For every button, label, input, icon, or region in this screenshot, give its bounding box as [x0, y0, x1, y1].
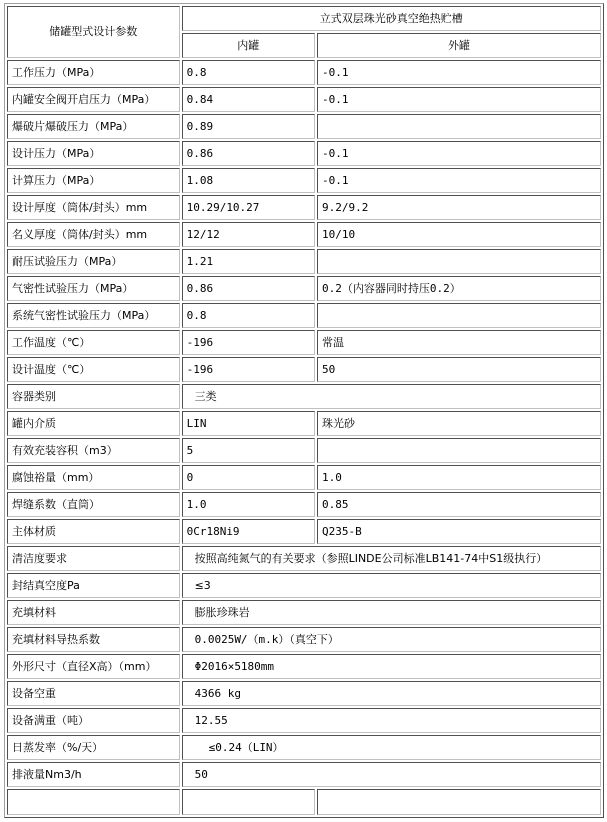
- table-row: [7, 141, 601, 166]
- row-label: 外形尺寸（直径X高）（mm）: [7, 654, 180, 679]
- table-row: [7, 492, 601, 517]
- empty-cell: [7, 789, 180, 815]
- table-row: [7, 519, 601, 544]
- table-row: [7, 708, 601, 733]
- row-value: 4366 kg: [182, 681, 601, 706]
- outer-value: -0.1: [317, 60, 601, 85]
- outer-value: -0.1: [317, 87, 601, 112]
- inner-tank-header: 内罐: [182, 33, 315, 58]
- row-label: 充填材料导热系数: [7, 627, 180, 652]
- inner-value: 0.8: [182, 60, 315, 85]
- row-value: 膨胀珍珠岩: [182, 600, 601, 625]
- container-class-value: 三类: [182, 384, 601, 409]
- outer-value: -0.1: [317, 141, 601, 166]
- row-label: 爆破片爆破压力（MPa）: [7, 114, 180, 139]
- table-row: [7, 303, 601, 328]
- empty-cell: [317, 789, 601, 815]
- outer-value: [317, 303, 601, 328]
- table-row: [7, 87, 601, 112]
- row-value: 按照高纯氮气的有关要求（参照LINDE公司标准LB141-74中S1级执行）: [182, 546, 601, 571]
- row-label: 容器类别: [7, 384, 180, 409]
- table-row: [7, 276, 601, 301]
- table-row: [7, 249, 601, 274]
- spec-table-container: [4, 3, 604, 818]
- inner-value: 10.29/10.27: [182, 195, 315, 220]
- table-row: [7, 654, 601, 679]
- table-row: [7, 195, 601, 220]
- inner-value: 1.08: [182, 168, 315, 193]
- outer-value: 10/10: [317, 222, 601, 247]
- table-row: [7, 465, 601, 490]
- inner-value: 0Cr18Ni9: [182, 519, 315, 544]
- table-row: [7, 627, 601, 652]
- outer-value: 9.2/9.2: [317, 195, 601, 220]
- row-label: 罐内介质: [7, 411, 180, 436]
- inner-value: -196: [182, 330, 315, 355]
- row-label: 内罐安全阀开启压力（MPa）: [7, 87, 180, 112]
- row-label: 耐压试验压力（MPa）: [7, 249, 180, 274]
- table-row: [7, 222, 601, 247]
- inner-value: -196: [182, 357, 315, 382]
- row-label: 日蒸发率（%/天）: [7, 735, 180, 760]
- row-label: 设备满重（吨）: [7, 708, 180, 733]
- table-row: [7, 330, 601, 355]
- outer-value: [317, 114, 601, 139]
- row-value: ≤0.24（LIN）: [182, 735, 601, 760]
- table-row: [7, 438, 601, 463]
- empty-row: [7, 789, 601, 815]
- inner-value: 0.86: [182, 276, 315, 301]
- inner-value: LIN: [182, 411, 315, 436]
- tank-spec-table: [4, 3, 604, 818]
- inner-value: 0.89: [182, 114, 315, 139]
- outer-value: [317, 249, 601, 274]
- row-label: 设计厚度（筒体/封头）mm: [7, 195, 180, 220]
- table-row: [7, 357, 601, 382]
- inner-value: 0.8: [182, 303, 315, 328]
- row-label: 封结真空度Pa: [7, 573, 180, 598]
- outer-value: 50: [317, 357, 601, 382]
- inner-value: 0.86: [182, 141, 315, 166]
- param-header: 储罐型式设计参数: [7, 6, 180, 58]
- table-row: [7, 573, 601, 598]
- row-label: 工作温度（℃）: [7, 330, 180, 355]
- table-row: [7, 546, 601, 571]
- outer-value: [317, 438, 601, 463]
- outer-value: -0.1: [317, 168, 601, 193]
- outer-value: 常温: [317, 330, 601, 355]
- table-row: [7, 168, 601, 193]
- outer-value: 0.85: [317, 492, 601, 517]
- tank-title: 立式双层珠光砂真空绝热贮槽: [182, 6, 601, 31]
- row-value: Φ2016×5180mm: [182, 654, 601, 679]
- outer-value: 1.0: [317, 465, 601, 490]
- row-label: 工作压力（MPa）: [7, 60, 180, 85]
- row-label: 名义厚度（筒体/封头）mm: [7, 222, 180, 247]
- inner-value: 0.84: [182, 87, 315, 112]
- outer-tank-header: 外罐: [317, 33, 601, 58]
- inner-value: 1.21: [182, 249, 315, 274]
- inner-value: 5: [182, 438, 315, 463]
- table-row: [7, 762, 601, 787]
- inner-value: 12/12: [182, 222, 315, 247]
- row-value: 0.0025W/（m.k）（真空下）: [182, 627, 601, 652]
- row-label: 计算压力（MPa）: [7, 168, 180, 193]
- empty-cell: [182, 789, 315, 815]
- inner-value: 1.0: [182, 492, 315, 517]
- table-row: [7, 114, 601, 139]
- row-value: 12.55: [182, 708, 601, 733]
- table-row: [7, 411, 601, 436]
- row-label: 设计温度（℃）: [7, 357, 180, 382]
- row-label: 系统气密性试验压力（MPa）: [7, 303, 180, 328]
- table-row: [7, 60, 601, 85]
- header-row-1: [7, 6, 601, 31]
- table-row: [7, 681, 601, 706]
- row-label: 清洁度要求: [7, 546, 180, 571]
- row-value: 50: [182, 762, 601, 787]
- table-row: [7, 735, 601, 760]
- row-label: 焊缝系数（直筒）: [7, 492, 180, 517]
- row-label: 主体材质: [7, 519, 180, 544]
- table-row: [7, 384, 601, 409]
- row-label: 充填材料: [7, 600, 180, 625]
- row-label: 排液量Nm3/h: [7, 762, 180, 787]
- row-label: 腐蚀裕量（mm）: [7, 465, 180, 490]
- row-label: 气密性试验压力（MPa）: [7, 276, 180, 301]
- outer-value: 0.2（内容器同时持压0.2）: [317, 276, 601, 301]
- row-value: ≤3: [182, 573, 601, 598]
- outer-value: 珠光砂: [317, 411, 601, 436]
- row-label: 有效充装容积（m3）: [7, 438, 180, 463]
- outer-value: Q235-B: [317, 519, 601, 544]
- row-label: 设备空重: [7, 681, 180, 706]
- table-row: [7, 600, 601, 625]
- inner-value: 0: [182, 465, 315, 490]
- row-label: 设计压力（MPa）: [7, 141, 180, 166]
